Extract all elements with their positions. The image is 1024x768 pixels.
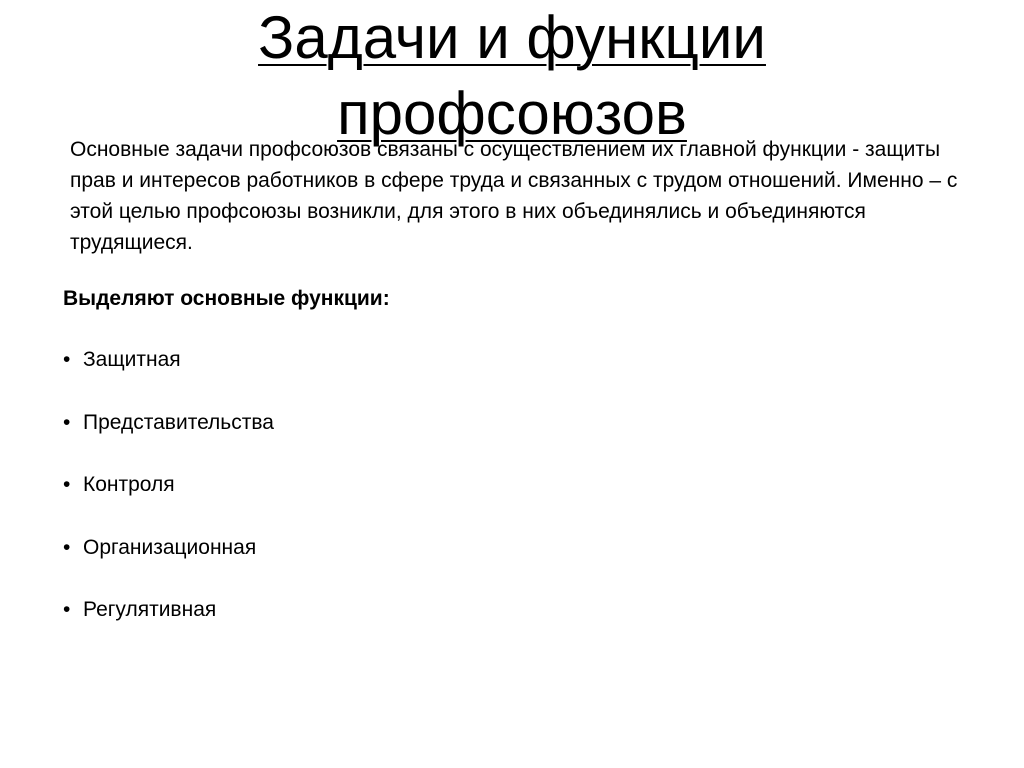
list-item (63, 533, 274, 596)
bullet-icon: • (63, 473, 71, 496)
list-item (63, 595, 274, 658)
title-line-2: профсоюзов (337, 80, 687, 147)
list-item (63, 408, 274, 471)
functions-heading: Выделяют основные функции: (63, 287, 390, 310)
slide-title (0, 0, 1024, 152)
function-label: Регулятивная (83, 598, 217, 621)
intro-paragraph: Основные задачи профсоюзов связаны с осуществлением их главной функции - защиты прав и интересов работников в сфере труда и связанных с трудом отношений. Именно – с этой целью профсоюзы возникли, для этого в них объединялись и объединяются трудящиеся. (70, 138, 958, 254)
list-item (63, 345, 274, 408)
function-label: Защитная (83, 348, 181, 371)
title-line-1: Задачи и функции (258, 4, 766, 71)
bullet-icon: • (63, 410, 71, 434)
bullet-icon: • (63, 535, 71, 559)
function-label: Организационная (83, 535, 257, 559)
bullet-icon: • (63, 598, 71, 621)
function-label: Контроля (83, 473, 175, 496)
function-label: Представительства (83, 410, 274, 434)
bullet-icon: • (63, 348, 71, 371)
list-item (63, 470, 274, 533)
functions-list (63, 345, 274, 658)
